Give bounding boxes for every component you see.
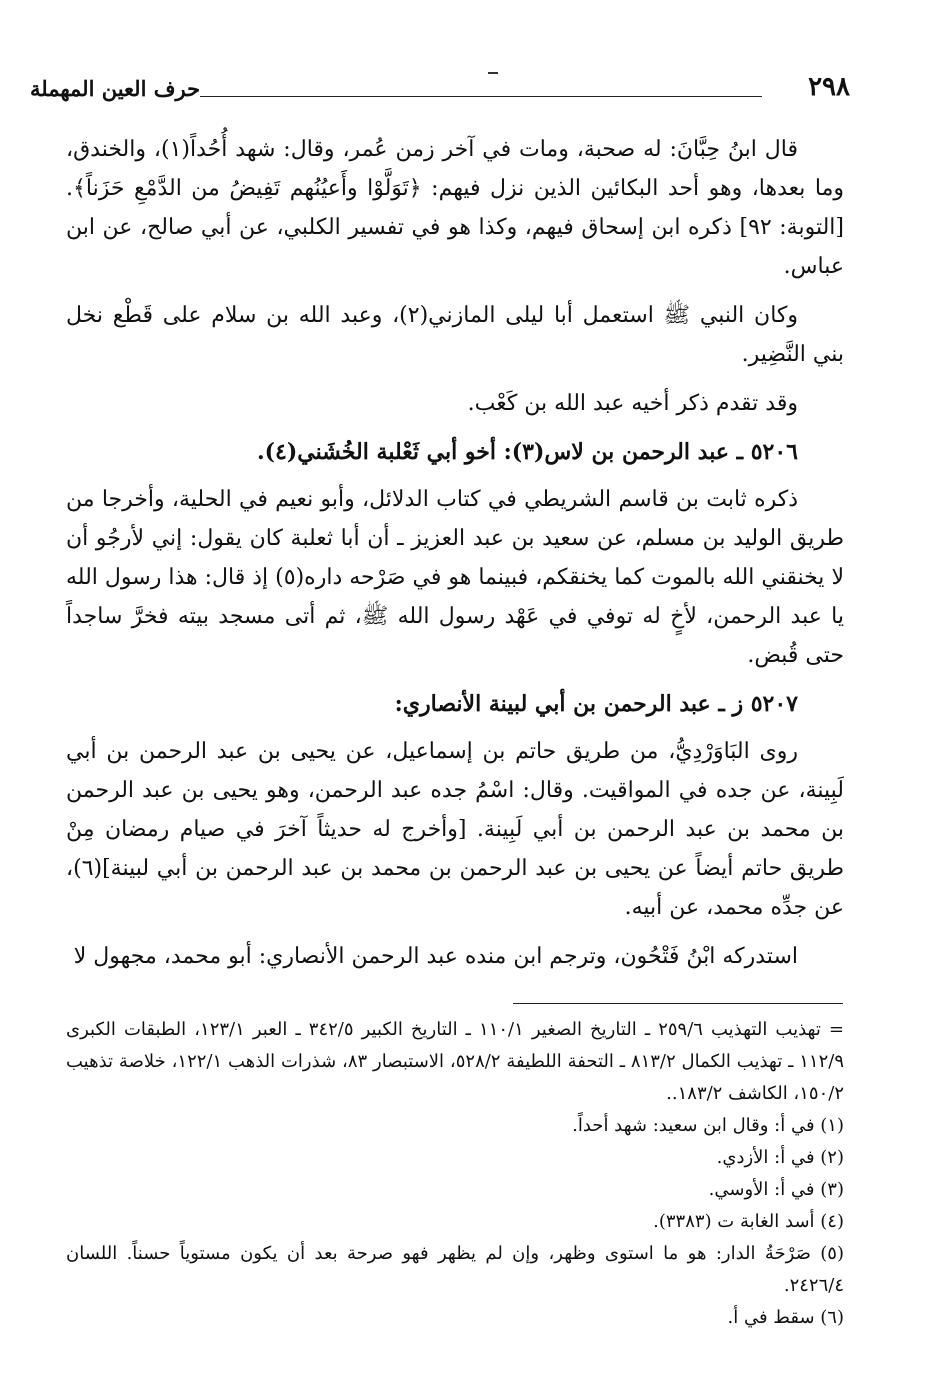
page-number: ٢٩٨: [808, 72, 850, 102]
footnote-5: (٥) صَرْحَةُ الدار: هو ما استوى وظهر، وإن لم يظهر فهو صرحة بعد أن يكون مستوياً حسناً. اللسان ٢٤٢٦/٤.: [66, 1243, 844, 1296]
main-text: [66, 130, 844, 986]
footnote-continued: = تهذيب التهذيب ٢٥٩/٦ ـ التاريخ الصغير ١١٠/١ ـ التاريخ الكبير ٣٤٢/٥ ـ العبر ١٢٣/١، الطبقات الكبرى ١١٢/٩ ـ تهذيب الكمال ٨١٣/٢ ـ التحفة اللطيفة ٥٢٨/٢، الاستبصار ٨٣، شذرات الذهب ١٢٢/١، خلاصة تذهيب ١٥٠/٢، الكاشف ١٨٣/٢..: [66, 1019, 844, 1104]
page-header: [30, 72, 850, 112]
paragraph-bawardi: روى البَاوَرْدِيُّ، من طريق حاتم بن إسماعيل، عن يحيى بن عبد الرحمن بن أبي لَبِينة، عن جده في المواقيت. وقال: اسْمُ جده عبد الرحمن، وهو يحيى بن عبد الرحمن بن محمد بن عبد الرحمن بن أبي لَبِينة. [وأخرج له حديثاً آخرَ في صيام رمضان مِنْ طريق حاتم أيضاً عن يحيى بن عبد الرحمن بن محمد بن عبد الرحمن بن أبي لبينة](٦)، عن جدِّه محمد، عن أبيه.: [66, 739, 844, 920]
footnote-6: (٦) سقط في أ.: [727, 1307, 844, 1328]
entry-heading-5207: ٥٢٠٧ ز ـ عبد الرحمن بن أبي لبينة الأنصاري:: [394, 691, 798, 717]
paragraph-ibn-hibban: قال ابنُ حِبَّانَ: له صحبة، ومات في آخر زمن عُمر، وقال: شهد أُحُداً(١)، والخندق، وما بعدها، وهو أحد البكائين الذين نزل فيهم: ﴿تَوَلَّوْا وأَعيُنُهم تَفِيضُ من الدَّمْعِ حَزَناً﴾. [التوبة: ٩٢] ذكره ابن إسحاق فيهم، وكذا هو في تفسير الكلبي، عن أبي صالح، عن ابن عباس.: [66, 137, 844, 279]
footnote-2: (٢) في أ: الأزدي.: [716, 1147, 844, 1168]
footnote-3: (٣) في أ: الأوسي.: [708, 1179, 844, 1200]
paragraph-brother-mention: وقد تقدم ذكر أخيه عبد الله بن كَعْب.: [467, 391, 798, 416]
footnote-4: (٤) أسد الغابة ت (٣٣٨٣).: [653, 1211, 844, 1232]
paragraph-abu-layla: وكان النبي ﷺ استعمل أبا ليلى المازني(٢)، وعبد الله بن سلام على قَطْع نخل بني النَّضِير.: [66, 303, 844, 367]
footnote-separator: [513, 1003, 843, 1004]
footnotes: [66, 1014, 844, 1334]
paragraph-ibn-fathun: استدركه ابْنُ فَتْحُون، وترجم ابن منده عبد الرحمن الأنصاري: أبو محمد، مجهول لا: [73, 944, 798, 969]
header-rule: [200, 96, 762, 97]
paragraph-thabit: ذكره ثابت بن قاسم الشريطي في كتاب الدلائل، وأبو نعيم في الحلية، وأخرجا من طريق الوليد بن مسلم، عن سعيد بن عبد العزيز ـ أن أبا ثعلبة كان يقول: إني لأرجُو أن لا يخنقني الله بالموت كما يخنقكم، فبينما هو في صَرْحه داره(٥) إذ قال: هذا رسول الله يا عبد الرحمن، لأخٍ له توفي في عَهْد رسول الله ﷺ، ثم أتى مسجد بيته فخرَّ ساجداً حتى قُبض.: [66, 487, 844, 668]
running-title: حرف العين المهملة: [30, 76, 201, 101]
footnote-1: (١) في أ: وقال ابن سعيد: شهد أحداً.: [572, 1115, 844, 1136]
entry-heading-5206: ٥٢٠٦ ـ عبد الرحمن بن لاس(٣): أخو أبي ثَعْلبة الخُشَني(٤).: [256, 439, 798, 465]
